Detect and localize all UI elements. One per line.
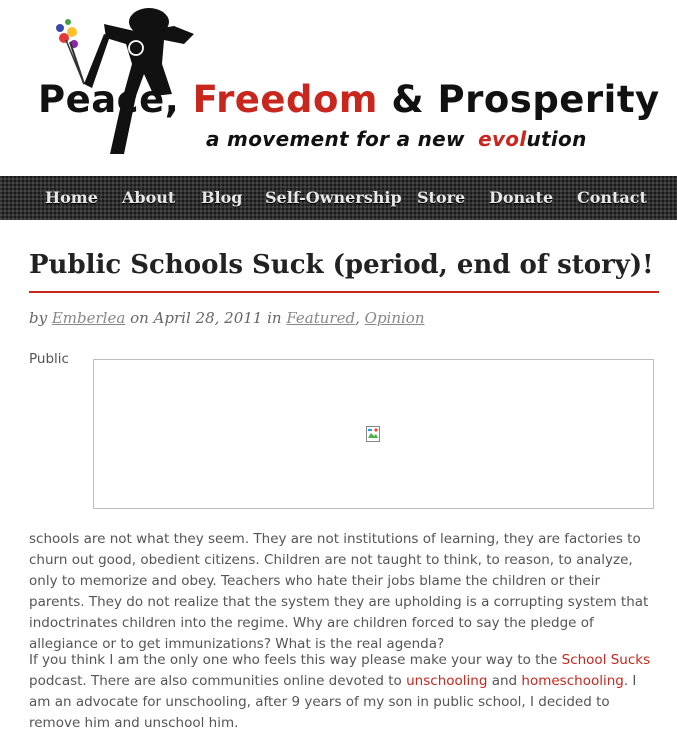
main-nav <box>0 176 677 220</box>
tagline-evol: evol <box>478 127 527 151</box>
title-divider <box>29 291 659 293</box>
p2-text-a: If you think I am the only one who feels this way please make your way to the <box>29 652 558 668</box>
nav-about[interactable]: About <box>122 188 176 207</box>
homeschooling-link[interactable]: homeschooling <box>521 673 624 689</box>
p2-text-c: and <box>491 673 518 689</box>
meta-date: on April 28, 2011 in <box>130 309 282 327</box>
tagline-start: a movement for a new <box>206 127 465 151</box>
broken-image-icon <box>366 426 380 442</box>
meta-separator: , <box>355 309 360 327</box>
title-peace: Peace, <box>38 78 180 121</box>
paragraph-2 <box>29 650 657 734</box>
paragraph-1: schools are not what they seem. They are not institutions of learning, they are factories to churn out good, obedient citizens. Children are not taught to think, to reason, to analyze, only to memorize and obey. Teachers who hate their jobs blame the children or their parents. They do not realize that the system they are upholding is a corrupting system that indoctrinates children into the regime. Why are children forced to say the pledge of allegiance or to get immunizations? What is the real agenda? <box>29 531 649 652</box>
nav-self-ownership[interactable]: Self-Ownership <box>265 188 402 207</box>
flower-bouquet-icon <box>56 19 84 84</box>
p2-text-d: . I am an advocate for unschooling, after 9 years of my son in public school, I decided to remove him and unschool him. <box>29 673 637 731</box>
unschooling-link[interactable]: unschooling <box>406 673 488 689</box>
title-freedom: Freedom <box>192 78 378 121</box>
site-tagline <box>206 127 587 151</box>
tagline-end: ution <box>526 127 587 151</box>
category-opinion-link[interactable]: Opinion <box>364 309 425 327</box>
nav-donate[interactable]: Donate <box>489 188 554 207</box>
nav-blog[interactable]: Blog <box>201 188 243 207</box>
site-title[interactable] <box>38 78 660 121</box>
post-title[interactable]: Public Schools Suck (period, end of story)! <box>29 250 654 280</box>
p2-text-b: podcast. There are also communities online devoted to <box>29 673 402 689</box>
title-prosperity: & Prosperity <box>391 78 660 121</box>
school-sucks-link[interactable]: School Sucks <box>561 652 651 668</box>
nav-store[interactable]: Store <box>417 188 466 207</box>
nav-home[interactable]: Home <box>45 188 98 207</box>
post-image-placeholder <box>93 359 654 509</box>
nav-contact[interactable]: Contact <box>577 188 647 207</box>
site-header <box>0 0 677 176</box>
post-meta <box>29 309 425 327</box>
author-link[interactable]: Emberlea <box>51 309 126 327</box>
lead-word: Public <box>29 351 69 367</box>
meta-by: by <box>29 309 48 327</box>
category-featured-link[interactable]: Featured <box>286 309 356 327</box>
